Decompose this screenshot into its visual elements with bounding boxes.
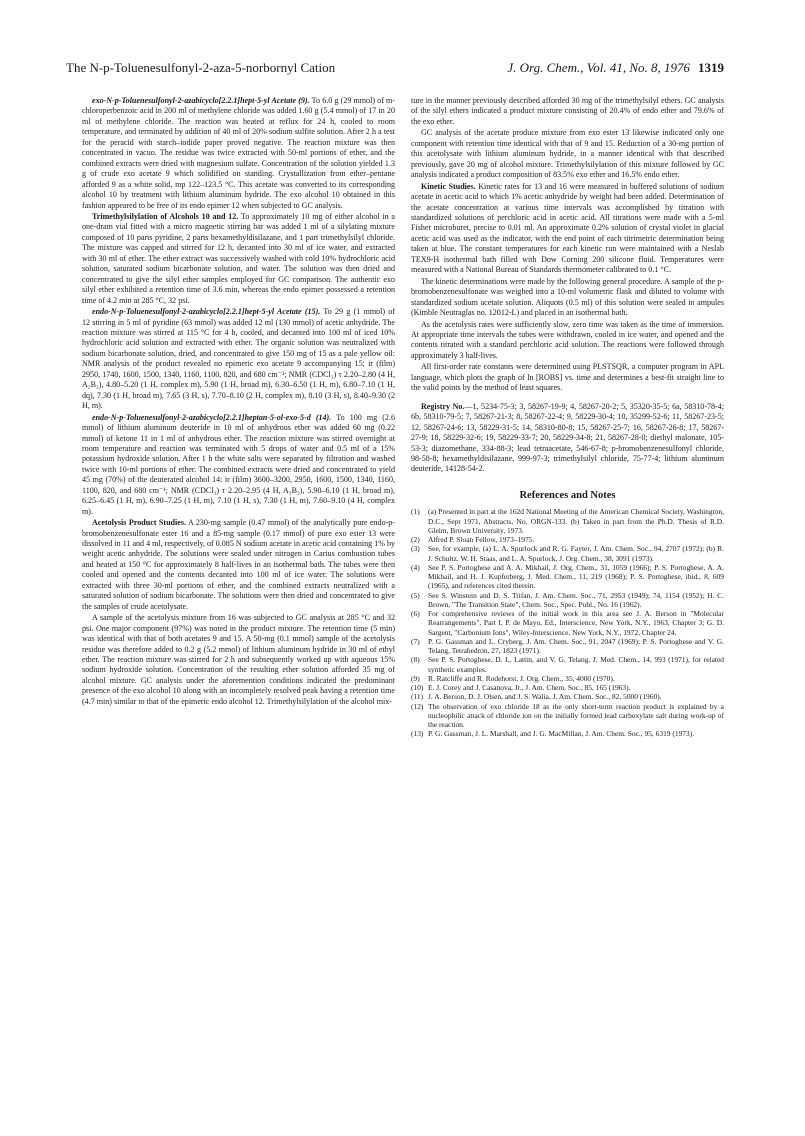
reference-text: Alfred P. Sloan Fellow, 1973–1975. xyxy=(428,535,535,545)
paragraph-heading: endo-N-p-Toluenesulfonyl-2-azabicyclo[2.2.1]hept-5-yl Acetate (15). xyxy=(92,307,321,317)
paragraph xyxy=(411,362,724,393)
paragraph xyxy=(411,320,724,362)
journal-citation xyxy=(507,60,724,76)
journal-name: J. Org. Chem., Vol. 41, No. 8, 1976 xyxy=(507,60,690,75)
reference-number: (4) xyxy=(411,562,420,572)
reference-item xyxy=(411,683,724,692)
registry-numbers xyxy=(411,402,724,475)
paragraph-text: To 6.0 g (29 mmol) of m-chloroperbenzoic acid in 200 ml of methylene chloride was added 1.60 g (5.4 mmol) of 17 in 20 ml of methylene chloride. The reaction was heated at reflux for 24 h, cooled to room temperature, and terminated by addition of 40 ml of 20% sodium sulfite solution. After 2 h a test for the peracid with starch–iodide paper proved negative. The reaction mixture was then concentrated in vacuo. The residue was twice extracted with 50-ml portions of ether, and the combined extracts were dried with magnesium sulfate. Concentration of the solution yielded 1.3 g of crude exo acetate 9 which solidified on standing. Crystallization from ether–pentane afforded 9 as a white solid, mp 122–123.5 °C. This acetate was converted to its corresponding alcohol 10 by treatment with lithium aluminum hydride. The exo alcohol 10 obtained in this fashion appeared to be free of its endo epimer 12 when subjected to GC analysis. xyxy=(82,96,395,210)
reference-number: (9) xyxy=(411,673,420,683)
reference-number: (13) xyxy=(411,729,424,739)
reference-text: R. Ratcliffe and R. Rodehorst, J. Org. Chem., 35, 4000 (1970). xyxy=(428,673,615,683)
paragraph-heading: endo-N-p-Toluenesulfonyl-2-azabicyclo[2.2.1]heptan-5-ol-exo-5-d (14). xyxy=(92,412,332,422)
reference-item xyxy=(411,674,724,683)
reference-item xyxy=(411,655,724,674)
reference-item xyxy=(411,729,724,738)
paragraph xyxy=(411,182,724,276)
references-title: References and Notes xyxy=(519,489,616,501)
reference-text: P. G. Gassman, J. L. Marshall, and J. G. MacMillan, J. Am. Chem. Soc., 95, 6319 (1973). xyxy=(428,729,695,739)
paragraph-text: A 230-mg sample (0.47 mmol) of the analytically pure endo-p-bromobenzenesulfonate ester 16 and a 85-mg sample (0.17 mmol) of pure exo ester 13 were dissolved in 11 and 4 ml, respectively, of 0.085 N sodium acetate in acetic acid containing 1% by weight acetic anhydride. The solutions were sealed under nitrogen in Carius combustion tubes and heated at 150 °C for approximately 8 half-lives in an isothermal bath. The tubes were then cooled and opened and the contents decanted into 100 ml of ice water. The solutions were extracted with three 30-ml portions of ether, and the combined extracts neutralized with a saturated solution of sodium bicarbonate. The solutions were then dried and concentrated to give the samples of crude acetolysate. xyxy=(82,518,395,611)
paragraph xyxy=(82,613,395,707)
paragraph xyxy=(82,307,395,412)
paragraph xyxy=(82,413,395,518)
running-title: The N-p-Toluenesulfonyl-2-aza-5-norbornyl Cation xyxy=(66,60,336,75)
reference-item xyxy=(411,563,724,591)
reference-number: (1) xyxy=(411,507,420,517)
reference-item xyxy=(411,609,724,637)
reference-item xyxy=(411,535,724,544)
reference-number: (11) xyxy=(411,692,424,702)
paragraph-text: To 100 mg (2.6 mmol) of lithium aluminum deuteride in 10 ml of anhydrous ether was added 60 mg (0.22 mmol) of ketone 11 in 1 ml of anhydrous ether. The reaction mixture was stirred overnight at room temperature and reaction was terminated with 5 drops of water and 0.5 ml of a 15% potassium hydroxide solution. After 1 h the white salts were separated by filtration and washed twice with 10-ml portions of ether. The combined extracts were dried and concentrated to yield 45 mg (70%) of the deuterated alcohol 14: ir (film) 3600–3200, 2950, 1600, 1500, 1340, 1160, 1100, 820, and 680 cm⁻¹; NMR (CDCl₃) τ 2.20–2.95 (4 H, A₂B₂), 5.90–6.10 (1 H, broad m), 6.25–6.45 (1 H, m), 6.90–7.25 (1 H, m), 7.10 (1 H, s), 7.30 (1 H, m), 7.60–9.10 (4 H, complex m). xyxy=(82,412,395,516)
reference-text: For comprehensive reviews of the initial work in this area see J. A. Berson in "Molecular Rearrangements", Part I, P. de Mayo, Ed., Interscience, New York, N.Y., 1963, Chapter 3; G. D. Sargent, "Carbonium Ions", Wiley-Interscience, New York, N.Y., 1972, Chapter 24. xyxy=(428,609,724,637)
reference-text: The observation of exo chloride 18 as the only short-term reaction product is explained by a nucleophilic attack of chloride ion on the initially formed lead carboxylate salt during work-up of the reaction. xyxy=(428,701,724,730)
paragraph-text: GC analysis of the acetate produce mixture from exo ester 13 likewise indicated only one component with retention time identical with that of 9 and 15. Reduction of a 30-mg portion of this acetolysate with lithium aluminum hydride, in a manner identical with that described previously, gave 20 mg of alcohol mixture. Trimethylsilylation of this mixture followed by GC analysis indicated a product composition of 83.5% exo ether and 16.5% endo ether. xyxy=(411,128,724,180)
paragraph-text: A sample of the acetolysis mixture from 16 was subjected to GC analysis at 285 °C and 32 psi. One major component (97%) was noted in the product mixture. The retention time (5 min) was identical with that of both acetates 9 and 15. A 50-mg (0.1 mmol) sample of the acetolysis residue was therefore added to 0.2 g (5.2 mmol) of lithium aluminum hydride in 30 ml of ethyl ether. The reaction mixture was stirred for 2 h and subsequently worked up with aqueous 15% sodium hydroxide solution. Concentration of the resulting ether solution afforded 35 mg of alcohol mixture. GC analysis under the aforemention conditions indicated the predominant presence of the exo alcohol 10 along with an incompletely resolved peak having a retention time (4.7 min) similar to that of the epimeric endo alcohol 12. Trimethylsilylation of the alcohol mix- xyxy=(82,613,395,706)
reference-number: (12) xyxy=(411,701,424,711)
paragraph-text: ture in the manner previously described afforded 30 mg of the trimethylsilyl ethers. GC analysis of the silyl ethers indicated a product mixture consisting of 20.4% of endo ether and 79.6% of the exo ether. xyxy=(411,96,724,126)
paragraph xyxy=(411,96,724,127)
left-column xyxy=(82,96,395,707)
reference-text: P. G. Gassman and L. Cryberg, J. Am. Chem. Soc., 91, 2047 (1969); P. S. Portoghese and V. G. Telang, Tetrahedron, 27, 1823 (1971). xyxy=(428,636,724,656)
paragraph-text: All first-order rate constants were determined using PLSTSQR, a computer program in APL language, which plots the graph of ln [ROBS] vs. time and determines a best-fit straight line to the valid points by the method of least squares. xyxy=(411,362,724,393)
right-column xyxy=(411,96,724,739)
reference-item xyxy=(411,637,724,656)
reference-text: See, for example, (a) L. A. Spurlock and R. G. Fayter, J. Am. Chem. Soc., 94, 2707 (1972); (b) R. J. Schultz, W. H. Staas, and L. A. Spurlock, J. Org. Chem., 38, 3091 (1973). xyxy=(428,544,724,563)
paragraph xyxy=(82,96,395,211)
reference-text: See S. Winstein and D. S. Trifan, J. Am. Chem. Soc., 71, 2953 (1949); 74, 1154 (1952); H. C. Brown, "The Transition State", Chem. Soc., Spec. Publ., No. 16 (1962). xyxy=(428,590,724,609)
registry-text: —1, 5234-75-3; 3, 58267-19-9; 4, 58267-20-2; 5, 35320-35-5; 6a, 58310-78-4; 6b, 58310-79-5; 7, 58267-21-3; 8, 58267-22-4; 9, 58229-30-4; 10, 35299-52-6; 11, 58267-23-5; 12, 58267-24-6; 13, 58229-31-5; 14, 58310-80-8; 15, 58267-25-7; 16, 58267-26-8; 17, 58267-27-9; 18, 58229-32-6; 19, 58229-33-7; 20, 58229-34-8; 21, 58267-28-0; diethyl malonate, 105-53-3; diazomethane, 334-88-3; lead tetraacetate, 546-67-8; p-bromobenzenesulfonyl chloride, 98-58-8; hexamethyldisilazane, 999-97-3; trimethylsilyl chloride, 75-77-4; lithium aluminum deuteride, 14128-54-2. xyxy=(411,401,724,474)
paragraph xyxy=(411,128,724,180)
paragraph-heading: exo-N-p-Toluenesulfonyl-2-azabicyclo[2.2.1]hept-5-yl Acetate (9). xyxy=(92,96,310,105)
reference-number: (2) xyxy=(411,535,420,545)
paragraph-text: Kinetic rates for 13 and 16 were measured in buffered solutions of sodium acetate in acetic acid to which 1% acetic anhydride by weight had been added. Determination of the acetate concentration at various time intervals was accomplished by titration with standardized solutions of perchloric acid in acetic acid. All titrations were made with a 5-ml Fisher microburet, precise to 0.01 ml. An approximate 0.2% solution of crystal violet in glacial acetic acid was used as the indicator, with the end point of each titrimetric determination being taken at blue. The constant temperatures for each kinetic run were maintained with a Neslab TEX9-H isothermal bath filled with Dow Corning 200 silicone fluid. Temperatures were measured with a National Bureau of Standards thermometer calibrated to 0.1 °C. xyxy=(411,181,724,275)
paragraph-text: To 29 g (1 mmol) of 12 stirring in 5 ml of pyridine (63 mmol) was added 12 ml (130 mmol) of acetic anhydride. The reaction mixture was stirred at 115 °C for 4 h, cooled, and decanted into 100 ml of iced 10% hydrochloric acid solution and extracted with ether. The organic solution was neutralized with sodium bicarbonate solution, dried, and concentrated to give 150 mg of 15 as a pale yellow oil: NMR analysis of the product revealed no epimeric exo acetate 9 accompanying 15; ir (film) 2950, 1740, 1600, 1500, 1340, 1160, 1100, 820, and 680 cm⁻¹; NMR (CDCl₃) τ 2.20–2.80 (4 H, A₂B₂), 4.80–5.20 (1 H, complex m), 5.90 (1 H, broad m), 6.30–6.50 (1 H, m), 6.80–7.10 (1 H, dq), 7.30 (1 H, broad m), 7.65 (3 H, s), 7.70–8.10 (2 H, complex m), 8.10 (3 H, s), 8.40–9.30 (2 H, m). xyxy=(82,307,395,411)
registry-heading: Registry No. xyxy=(421,401,465,411)
reference-item xyxy=(411,692,724,701)
paragraph-heading: Kinetic Studies. xyxy=(421,181,476,191)
reference-item xyxy=(411,544,724,563)
reference-number: (3) xyxy=(411,544,420,554)
paragraph-text: As the acetolysis rates were sufficiently slow, zero time was taken as the time of immersion. At appropriate time intervals the tubes were withdrawn, cooled in ice water, and opened and the contents titrated with a standard perchloric acid solution. The reactions were followed through approximately 3 half-lives. xyxy=(411,319,724,360)
paragraph xyxy=(82,518,395,612)
reference-item xyxy=(411,702,724,730)
reference-text: J. A. Berson, D. J. Olsen, and J. S. Walia, J. Am. Chem. Soc., 82, 5000 (1960). xyxy=(428,692,662,702)
reference-text: See P. S. Portoghese, D. L. Lattin, and V. G. Telang, J. Med. Chem., 14, 993 (1971), for related synthetic examples. xyxy=(428,655,724,674)
reference-text: See P. S. Portoghese and A. A. Mikhail, J. Org. Chem., 31, 1059 (1966); P. S. Portoghese, A. A. Mikhail, and H. J. Kupferberg, J. Med. Chem., 11, 219 (1968); P. S. Portoghese, ibid., 8, 609 (1965), and references cited therein. xyxy=(428,562,724,591)
running-header xyxy=(66,60,724,82)
paragraph-heading: Trimethylsilylation of Alcohols 10 and 12. xyxy=(92,211,239,221)
page-number: 1319 xyxy=(698,60,724,75)
paragraph-heading: Acetolysis Product Studies. xyxy=(92,518,186,528)
reference-number: (7) xyxy=(411,636,420,646)
reference-number: (6) xyxy=(411,609,420,619)
reference-item xyxy=(411,507,724,535)
paragraph-text: The kinetic determinations were made by the following general procedure. A sample of the p-bromobenzenesulfonate was weighed into a 10-ml volumetric flask and diluted to volume with standardized sodium acetate solution. Aliquots (0.5 ml) of this solution were sealed in ampules (Kimble Neutraglas no. 12012-L) and placed in an isothermal bath. xyxy=(411,276,724,318)
reference-number: (5) xyxy=(411,590,420,600)
reference-item xyxy=(411,591,724,610)
reference-number: (8) xyxy=(411,655,420,665)
paragraph-text: To approximately 10 mg of either alcohol in a one-dram vial fitted with a micro magnetic stirring bar was added 1 ml of a silylating mixture composed of 10 parts pyridine, 2 parts hexamethyldisilazane, and 1 part trimethylsilyl chloride. The mixture was capped and stirred for 12 h, decanted into 30 ml of ice water, and extracted with 30 ml of ether. The ether extract was successively washed with cold 10% hydrochloric acid solution, saturated sodium bicarbonate solution, and water. The solution was then dried and concentrated to give the silyl ether samples employed for GC comparison. The authentic exo silyl ether exhibited a retention time of 3.6 min, whereas the endo epimer possessed a retention time of 4.2 min at 285 °C, 32 psi. xyxy=(82,211,395,305)
paragraph xyxy=(82,212,395,306)
paragraph xyxy=(411,277,724,319)
reference-text: E. J. Corey and J. Casanova, Jr., J. Am. Chem. Soc., 85, 165 (1963). xyxy=(428,683,631,693)
reference-number: (10) xyxy=(411,683,424,693)
reference-text: (a) Presented in part at the 162d National Meeting of the American Chemical Society, Washington, D.C., Sept 1971, Abstracts, No. ORGN-133. (b) Taken in part from the Ph.D. Thesis of R.D. Gleim, Brown University, 1973. xyxy=(428,507,724,535)
